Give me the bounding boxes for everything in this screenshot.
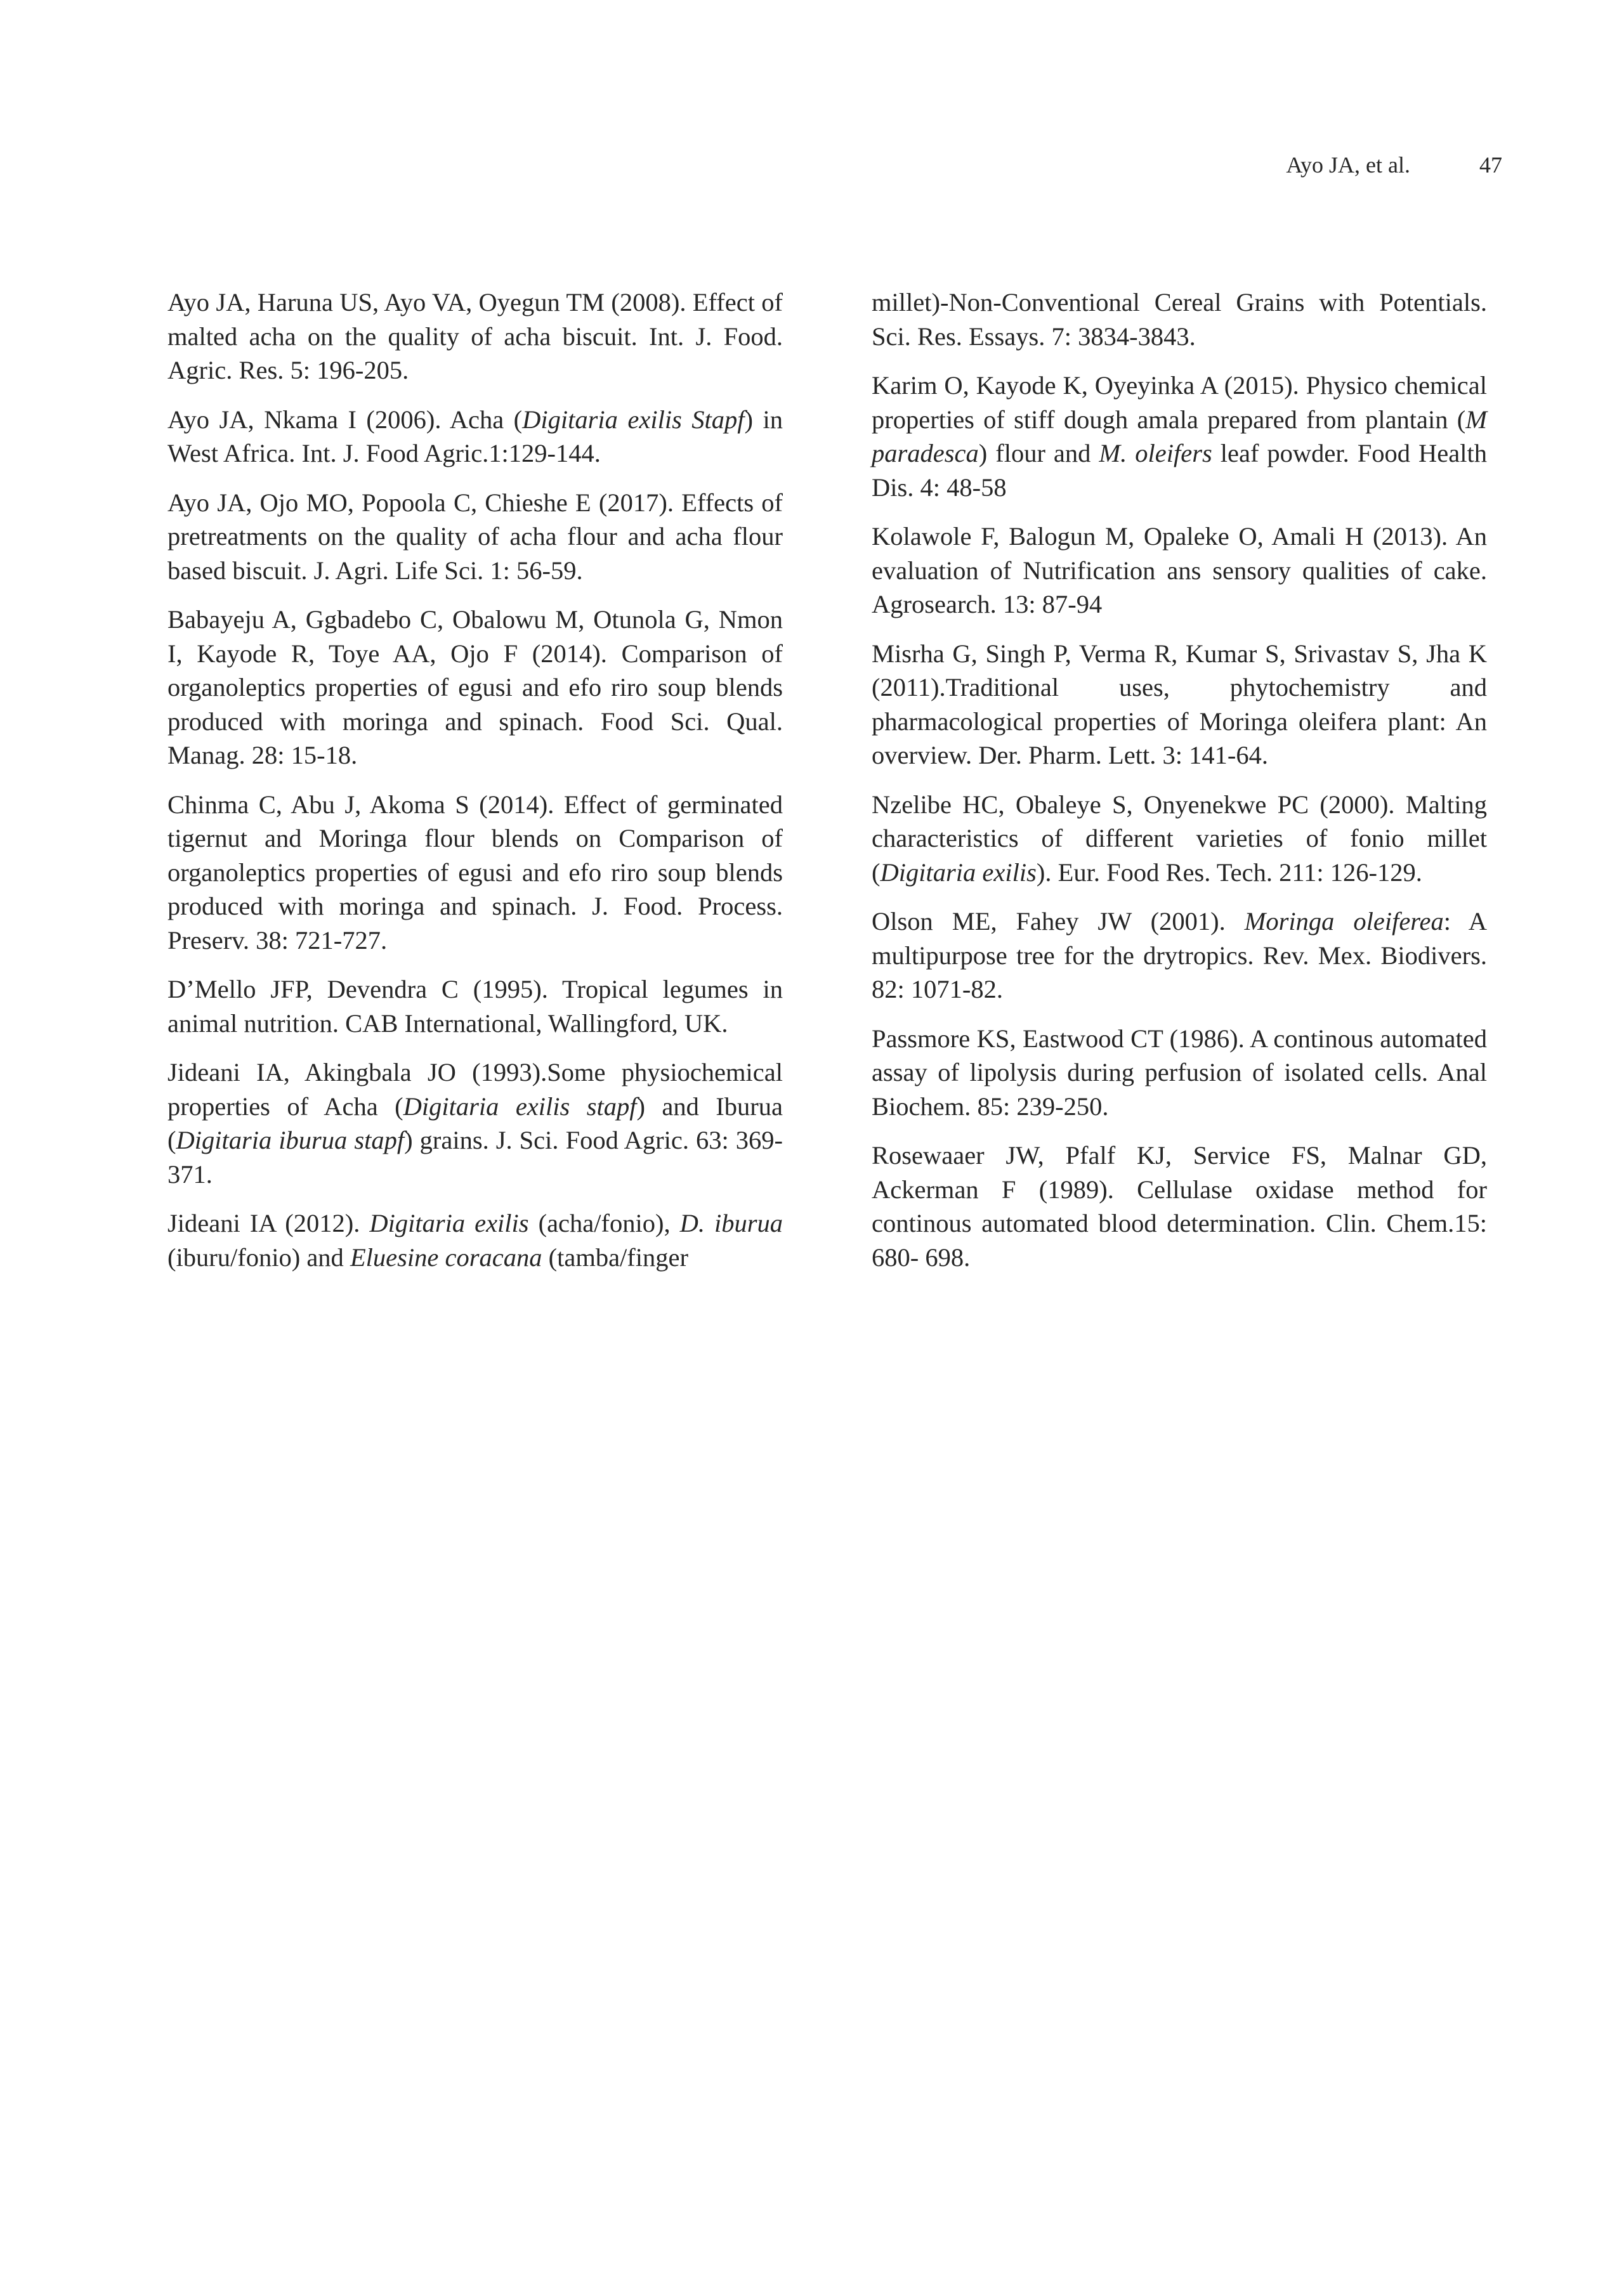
reference-entry [167, 603, 783, 773]
reference-text: Misrha G, Singh P, Verma R, Kumar S, Srivastav S, Jha K (2011).Traditional uses, phytochemistry and pharmacological properties of Moringa oleifera plant: An overview. Der. Pharm. Lett. 3: 141-64. [872, 639, 1487, 769]
reference-column-right [872, 285, 1487, 1289]
reference-italic-text: Eluesine coracana [350, 1243, 542, 1272]
reference-italic-text: Digitaria iburua stapf [176, 1126, 405, 1154]
reference-text: ) and Iburua ( [167, 1092, 783, 1154]
running-header [1286, 150, 1502, 180]
reference-text: Jideani IA, Akingbala JO (1993).Some physiochemical properties of Acha ( [167, 1058, 783, 1121]
reference-text: Ayo JA, Nkama I (2006). Acha ( [167, 405, 523, 434]
reference-entry [872, 637, 1487, 773]
reference-italic-text: M paradesca [872, 405, 1487, 467]
reference-column-left [167, 285, 783, 1289]
reference-entry [872, 904, 1487, 1007]
page-number: 47 [1479, 152, 1502, 178]
reference-entry [167, 972, 783, 1040]
running-header-author: Ayo JA, et al. [1286, 152, 1410, 178]
reference-italic-text: D. iburua [679, 1209, 783, 1237]
reference-italic-text: Digitaria exilis [880, 858, 1037, 887]
reference-entry [872, 285, 1487, 353]
reference-text: Nzelibe HC, Obaleye S, Onyenekwe PC (2000). Malting characteristics of different varieties of fonio millet ( [872, 790, 1487, 887]
reference-text: Olson ME, Fahey JW (2001). [872, 907, 1245, 936]
reference-italic-text: Digitaria exilis [369, 1209, 529, 1237]
reference-entry [872, 1022, 1487, 1124]
reference-text: (acha/fonio), [528, 1209, 680, 1237]
reference-entry [167, 788, 783, 958]
reference-entry [872, 369, 1487, 504]
reference-text: Jideani IA (2012). [167, 1209, 370, 1237]
reference-text: Passmore KS, Eastwood CT (1986). A continous automated assay of lipolysis during perfusion of isolated cells. Anal Biochem. 85: 239-250. [872, 1024, 1487, 1121]
reference-text: ) in West Africa. Int. J. Food Agric.1:129-144. [167, 405, 783, 467]
reference-entry [167, 486, 783, 588]
reference-text: Rosewaaer JW, Pfalf KJ, Service FS, Malnar GD, Ackerman F (1989). Cellulase oxidase method for continous automated blood determination. Clin. Chem.15: 680- 698. [872, 1141, 1487, 1272]
reference-entry [872, 519, 1487, 622]
reference-italic-text: M. oleifers [1099, 439, 1212, 467]
reference-entry [167, 285, 783, 388]
reference-text: (iburu/fonio) and [167, 1243, 350, 1272]
reference-text: Ayo JA, Haruna US, Ayo VA, Oyegun TM (2008). Effect of malted acha on the quality of acha biscuit. Int. J. Food. Agric. Res. 5: 196-205. [167, 288, 783, 384]
reference-text: D’Mello JFP, Devendra C (1995). Tropical legumes in animal nutrition. CAB International, Wallingford, UK. [167, 975, 783, 1038]
reference-text: Karim O, Kayode K, Oyeyinka A (2015). Physico chemical properties of stiff dough amala prepared from plantain ( [872, 371, 1487, 434]
reference-text: : A multipurpose tree for the drytropics. Rev. Mex. Biodivers. 82: 1071-82. [872, 907, 1487, 1003]
reference-italic-text: Digitaria exilis stapf [403, 1092, 637, 1121]
reference-entry [872, 788, 1487, 890]
reference-text: Ayo JA, Ojo MO, Popoola C, Chieshe E (2017). Effects of pretreatments on the quality of acha flour and acha flour based biscuit. J. Agri. Life Sci. 1: 56-59. [167, 488, 783, 585]
reference-entry [167, 1206, 783, 1274]
reference-italic-text: Digitaria exilis Stapf [522, 405, 745, 434]
reference-text: ) grains. J. Sci. Food Agric. 63: 369-371. [167, 1126, 783, 1189]
reference-text: Kolawole F, Balogun M, Opaleke O, Amali H (2013). An evaluation of Nutrification ans sensory qualities of cake. Agrosearch. 13: 87-94 [872, 522, 1487, 618]
reference-text: (tamba/finger [542, 1243, 689, 1272]
reference-entry [872, 1138, 1487, 1274]
reference-text: ) flour and [978, 439, 1099, 467]
reference-text: ). Eur. Food Res. Tech. 211: 126-129. [1036, 858, 1422, 887]
reference-text: Babayeju A, Ggbadebo C, Obalowu M, Otunola G, Nmon I, Kayode R, Toye AA, Ojo F (2014). Comparison of organoleptics properties of egusi and efo riro soup blends produced with moringa and spinach. Food Sci. Qual. Manag. 28: 15-18. [167, 605, 783, 769]
reference-italic-text: Moringa oleiferea [1244, 907, 1444, 936]
reference-entry [167, 403, 783, 471]
reference-text: Chinma C, Abu J, Akoma S (2014). Effect of germinated tigernut and Moringa flour blends on Comparison of organoleptics properties of egusi and efo riro soup blends produced with moringa and spinach. J. Food. Process. Preserv. 38: 721-727. [167, 790, 783, 955]
reference-entry [167, 1055, 783, 1191]
reference-text: millet)-Non-Conventional Cereal Grains with Potentials. Sci. Res. Essays. 7: 3834-3843. [872, 288, 1487, 351]
reference-text: leaf powder. Food Health Dis. 4: 48-58 [872, 439, 1487, 502]
